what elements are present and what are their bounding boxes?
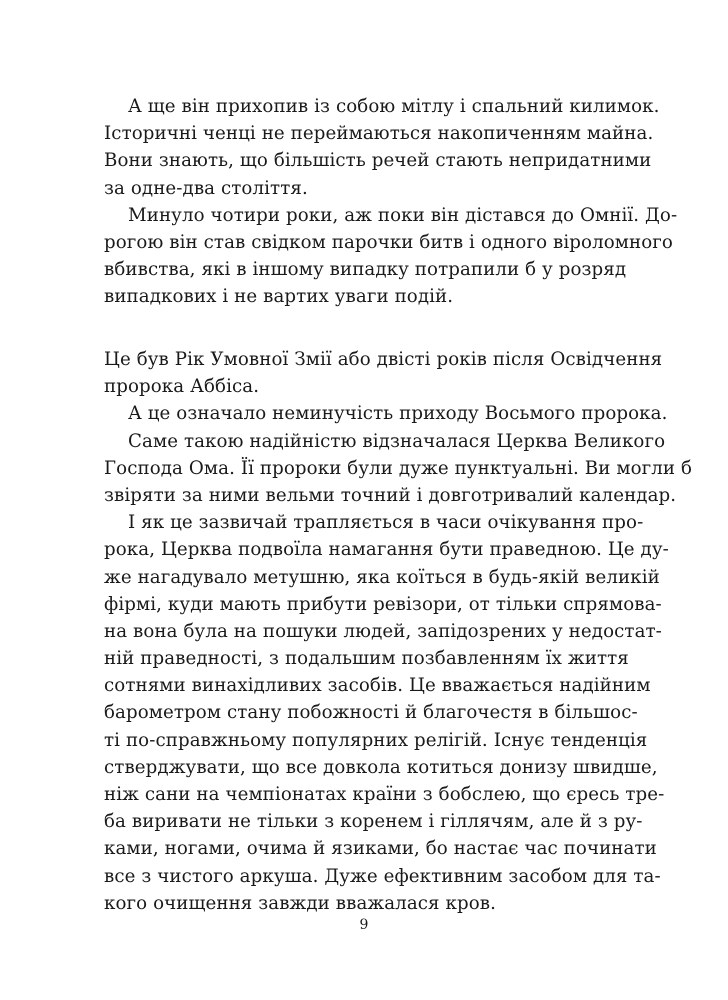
- text-line: А це означало неминучість приходу Восьмого пророка.: [128, 403, 668, 425]
- text-line: ба виривати не тільки з коренем і гіллячям, але й з ру-: [104, 811, 643, 833]
- text-line: Вони знають, що більшість речей стають непридатними: [104, 150, 652, 172]
- text-line: випадкових і не вартих уваги подій.: [104, 286, 454, 308]
- text-line: рока, Церква подвоїла намагання бути праведною. Це ду-: [104, 539, 669, 561]
- text-block-intro: [104, 93, 678, 311]
- text-line: Саме такою надійністю відзначалася Церква Великого: [128, 430, 666, 452]
- text-line: все з чистого аркуша. Дуже ефективним засобом для та-: [104, 865, 661, 887]
- text-line: ніж сани на чемпіонатах країни з бобслею, що єресь тре-: [104, 784, 665, 805]
- text-line: Це був Рік Умовної Змії або двісті років після Освідчення: [104, 349, 663, 370]
- text-line: же нагадувало метушню, яка коїться в будь-якій великій: [104, 566, 660, 588]
- text-line: ті по-справжньому популярних релігій. Існує тенденція: [104, 729, 648, 751]
- text-line: І як це зазвичай трапляється в часи очікування про-: [128, 512, 644, 534]
- text-line: пророка Аббіса.: [104, 376, 260, 398]
- text-line: кого очищення завжди вважалася кров.: [104, 892, 496, 914]
- text-block-section: [104, 346, 693, 917]
- text-line: барометром стану побожності й благочестя в більшос-: [104, 702, 638, 724]
- text-line: ками, ногами, очима й язиками, бо настає час починати: [104, 838, 657, 860]
- page-number: 9: [359, 917, 369, 933]
- text-line: звіряти за ними вельми точний і довготривалий календар.: [104, 484, 677, 506]
- text-line: фірмі, куди мають прибути ревізори, от тільки спрямова-: [104, 593, 662, 615]
- text-line: рогою він став свідком парочки битв і одного віроломного: [104, 231, 673, 253]
- text-line: сотнями винахідливих засобів. Це вважається надійним: [104, 675, 651, 697]
- text-line: на вона була на пошуки людей, запідозрених у недостат-: [104, 620, 662, 642]
- text-line: Минуло чотири роки, аж поки він дістався до Омнії. До-: [128, 204, 678, 226]
- text-line: А ще він прихопив із собою мітлу і спальний килимок.: [128, 96, 660, 117]
- text-line: Історичні ченці не переймаються накопиченням майна.: [104, 123, 654, 145]
- text-line: за одне-два століття.: [104, 177, 308, 199]
- text-line: стверджувати, що все довкола котиться донизу швидше,: [104, 756, 658, 778]
- text-line: ній праведності, з подальшим позбавленням їх життя: [104, 648, 629, 670]
- text-line: Господа Ома. Її пророки були дуже пунктуальні. Ви могли б: [104, 457, 693, 479]
- text-line: вбивства, які в іншому випадку потрапили б у розряд: [104, 259, 627, 281]
